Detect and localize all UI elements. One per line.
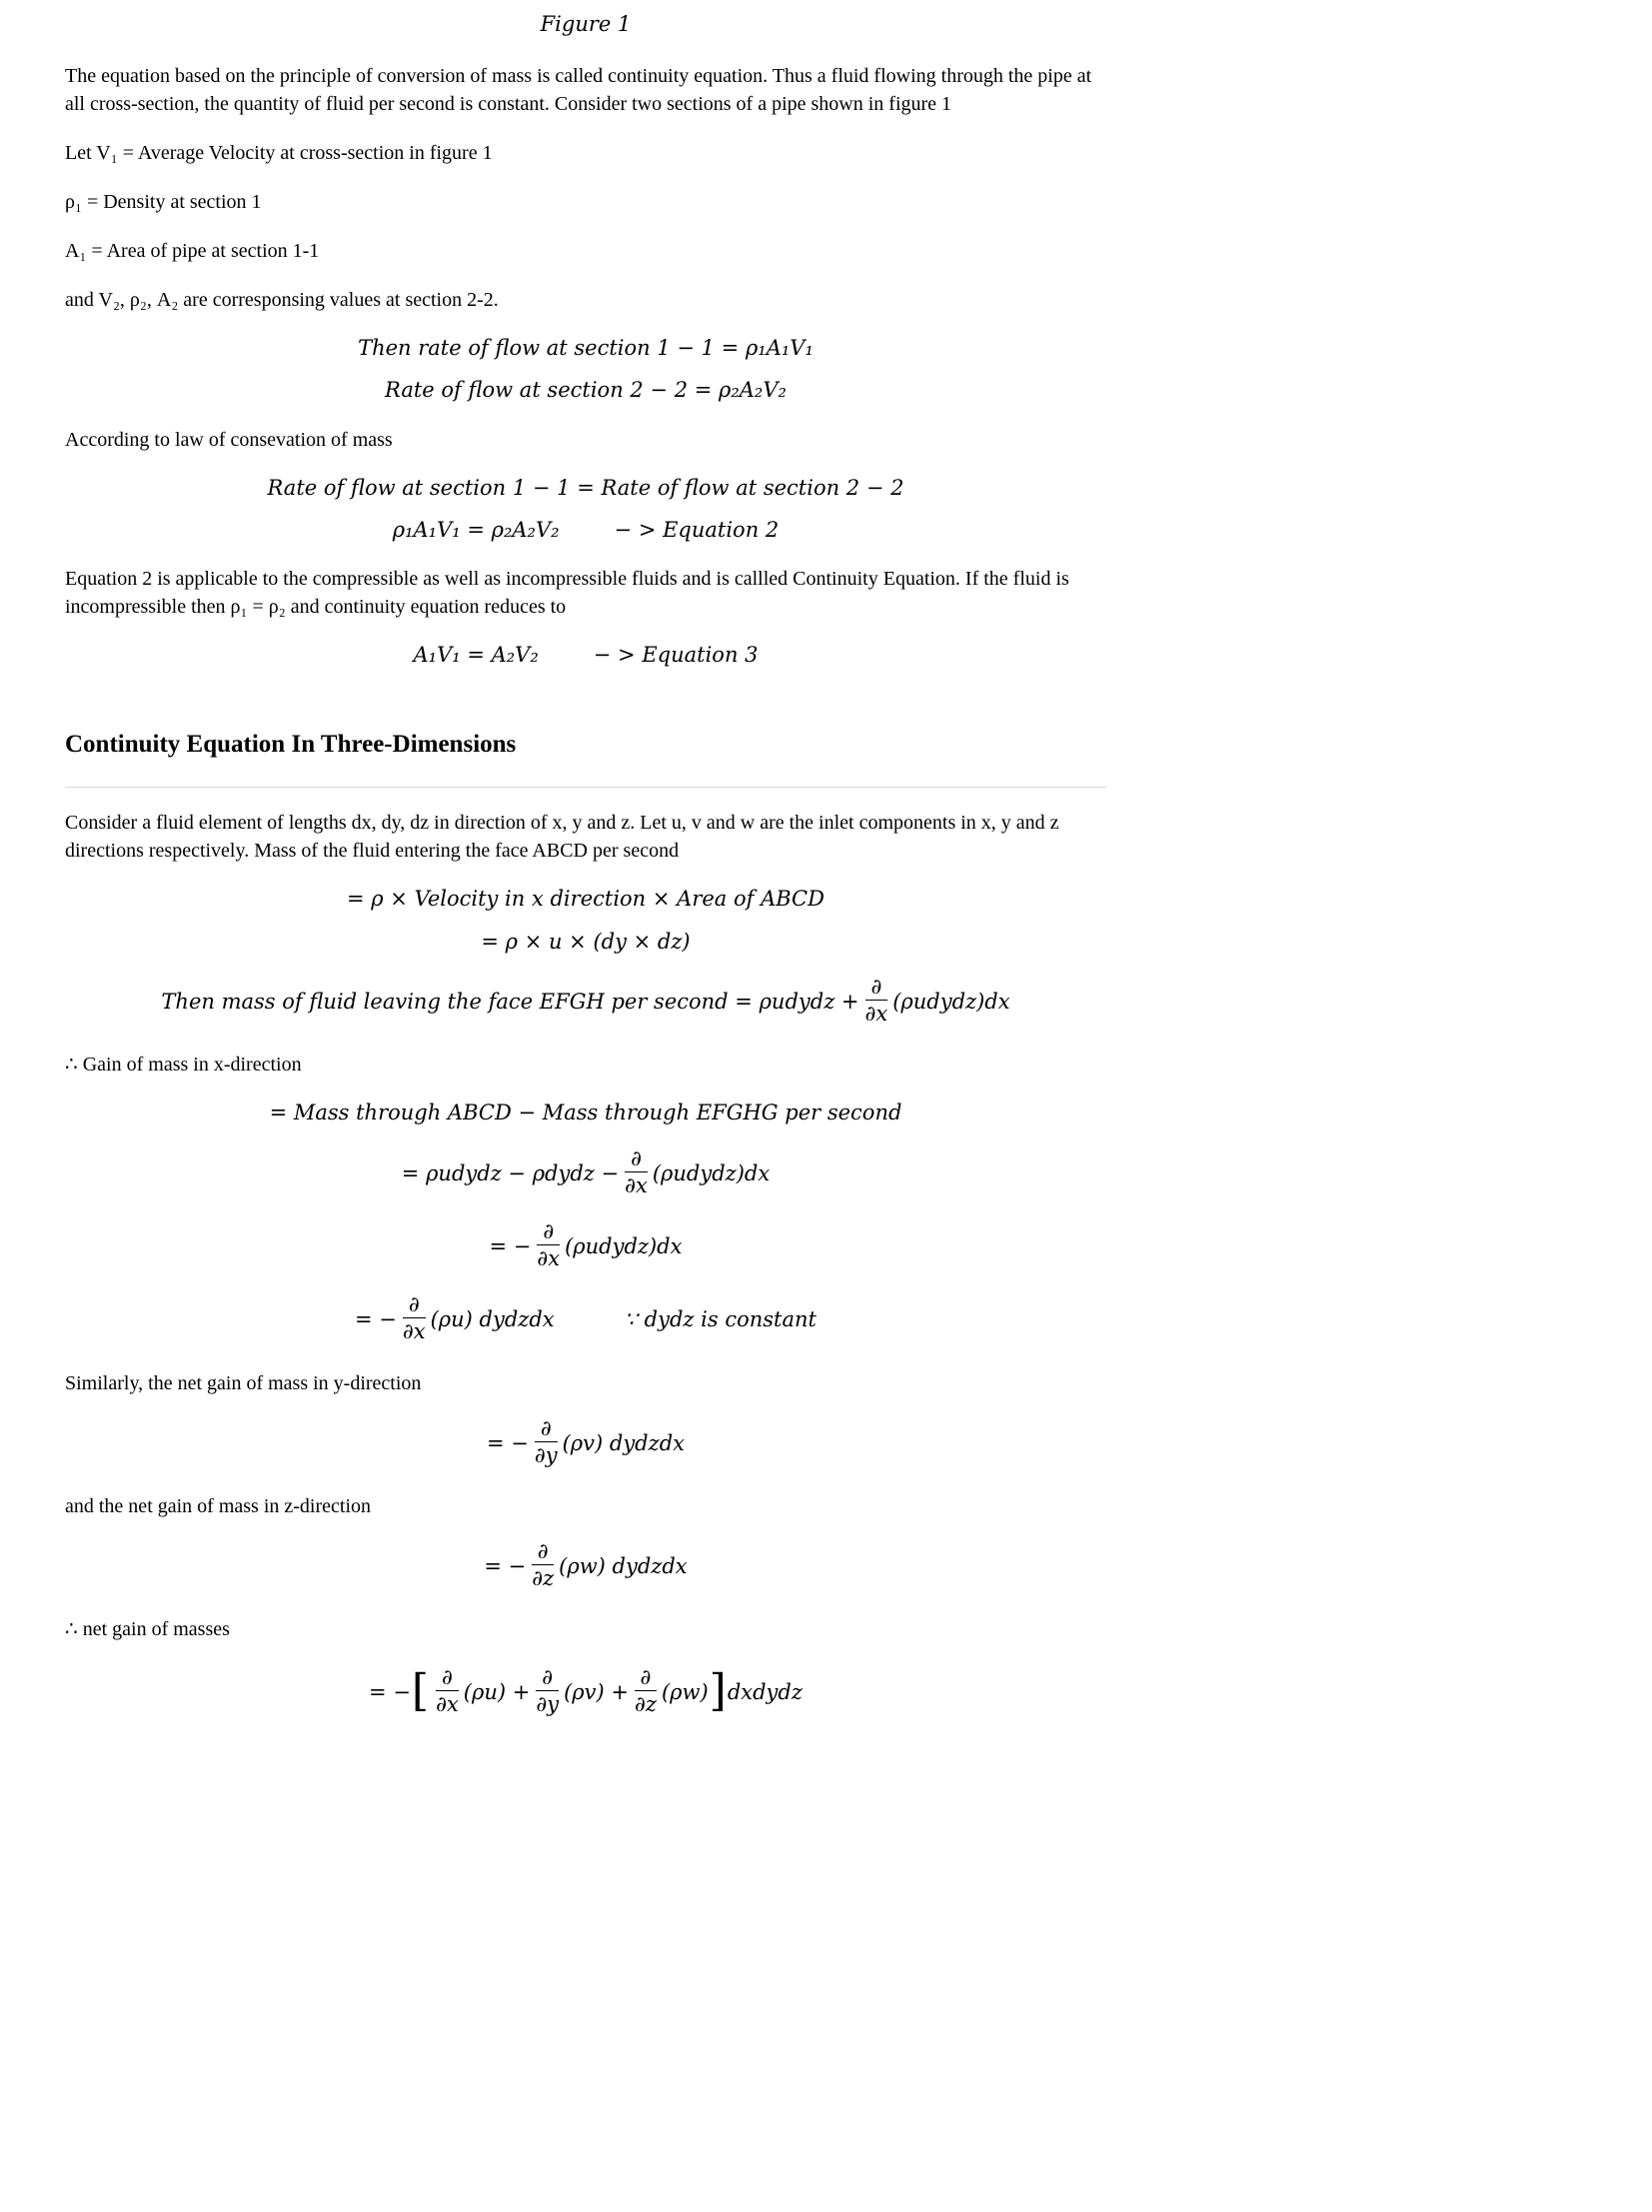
fraction <box>625 1146 648 1197</box>
right-bracket: ] <box>709 1665 727 1717</box>
equation-text: (ρv) <box>564 1680 605 1705</box>
equation-rate-section1: Then rate of flow at section 1 − 1 = ρ₁A₁V₁ <box>358 336 814 360</box>
fraction <box>532 1539 554 1590</box>
fraction-denominator: ∂y <box>534 1442 558 1467</box>
definition-a1: A₁ = Area of pipe at section 1-1 <box>65 240 320 262</box>
equation-text: (ρudydz)dx <box>892 990 1010 1015</box>
fluid-element-paragraph: Consider a fluid element of lengths dx, dy, dz in direction of x, y and z. Let u, v and w are the inlet components in x, y and z directions respectively. Mass of the fluid entering the face ABCD per second <box>65 812 1059 863</box>
fraction <box>535 1416 558 1467</box>
definition-rho1: ρ₁ = Density at section 1 <box>65 191 262 213</box>
fraction-denominator: ∂x <box>436 1692 459 1717</box>
document-page <box>65 0 1106 1804</box>
section-divider <box>65 787 1106 788</box>
fraction-denominator: ∂x <box>402 1319 426 1344</box>
intro-paragraph: The equation based on the principle of conversion of mass is called continuity equation. Thus a fluid flowing through the pipe at all cross-section, the quantity of fluid per second is constant. Consider two sections of a pipe shown in figure 1 <box>65 65 1092 115</box>
plus-sign: + <box>611 1680 629 1705</box>
equation-2-main: ρ₁A₁V₁ = ρ₂A₂V₂ <box>392 517 560 542</box>
fraction-denominator: ∂z <box>532 1565 555 1590</box>
fraction <box>536 1665 559 1716</box>
equation-text: (ρu) <box>463 1680 507 1705</box>
fraction-denominator: ∂x <box>864 1002 888 1027</box>
fraction-numerator: ∂ <box>403 1292 426 1318</box>
fraction-numerator: ∂ <box>536 1665 559 1691</box>
equation-3-main: A₁V₁ = A₂V₂ <box>413 643 539 668</box>
definition-v1: Let V₁ = Average Velocity at cross-section in figure 1 <box>65 142 493 164</box>
equation-text: = − <box>369 1680 411 1705</box>
equation-net-gain-total <box>65 1665 1106 1722</box>
conservation-law-text: According to law of consevation of mass <box>65 428 393 451</box>
fraction-denominator: ∂x <box>537 1246 561 1271</box>
equation-text: = − <box>355 1307 397 1332</box>
equation-text: dxdydz <box>727 1680 803 1705</box>
fraction <box>436 1665 459 1716</box>
fraction-numerator: ∂ <box>436 1665 459 1691</box>
fraction-numerator: ∂ <box>625 1146 648 1172</box>
gain-x-direction-text: ∴ Gain of mass in x-direction <box>65 1054 302 1077</box>
equation-conservation: Rate of flow at section 1 − 1 = Rate of flow at section 2 − 2 <box>267 475 904 500</box>
fraction-numerator: ∂ <box>635 1665 657 1691</box>
equation-3 <box>65 642 1106 669</box>
gain-z-direction-text: and the net gain of mass in z-direction <box>65 1494 372 1517</box>
fraction <box>403 1292 426 1343</box>
fraction-denominator: ∂x <box>625 1172 648 1197</box>
equation-text: (ρw) <box>661 1680 709 1705</box>
equation-text: (ρv) dydzdx <box>562 1430 685 1455</box>
plus-sign: + <box>512 1680 531 1705</box>
fraction <box>635 1665 657 1716</box>
equation-text: = − <box>484 1553 527 1578</box>
equation-2-tag: − > Equation 2 <box>614 517 780 542</box>
equation-text: Then mass of fluid leaving the face EFGH per second = ρudydz + <box>161 990 859 1015</box>
definition-section2: and V₂, ρ₂, A₂ are corresponsing values at section 2-2. <box>65 289 499 311</box>
equation-efgh <box>65 975 1106 1029</box>
equation-gain-x-1 <box>65 1145 1106 1200</box>
gain-y-direction-text: Similarly, the net gain of mass in y-direction <box>65 1371 422 1394</box>
equation-text: (ρudydz)dx <box>652 1160 771 1185</box>
equation-text: (ρudydz)dx <box>565 1234 683 1259</box>
equation-note: ∵ dydz is constant <box>624 1307 817 1332</box>
fraction <box>537 1219 560 1270</box>
fraction-numerator: ∂ <box>535 1416 558 1442</box>
equation-text: (ρw) dydzdx <box>559 1553 688 1578</box>
equation-text: = − <box>487 1430 529 1455</box>
section-heading: Continuity Equation In Three-Dimensions <box>65 731 517 759</box>
figure-caption: Figure 1 <box>540 12 632 36</box>
equation-3-tag: − > Equation 3 <box>593 643 759 668</box>
equation-text: = ρudydz − ρdydz − <box>401 1160 620 1185</box>
equation-text: (ρu) dydzdx <box>430 1307 555 1332</box>
equation-2 <box>65 517 1106 544</box>
net-gain-text: ∴ net gain of masses <box>65 1618 230 1641</box>
equation-mass-through: = Mass through ABCD − Mass through EFGHG per second <box>269 1101 902 1125</box>
equation-gain-x-3 <box>65 1292 1106 1346</box>
fraction-denominator: ∂z <box>635 1692 657 1717</box>
fraction-numerator: ∂ <box>865 975 888 1001</box>
equation-text: = − <box>489 1234 532 1259</box>
equation2-explanation: Equation 2 is applicable to the compressible as well as incompressible fluids and is callled Continuity Equation. If the fluid is incompressible then ρ₁ = ρ₂ and continuity equation reduces to <box>65 568 1069 619</box>
fraction <box>865 975 888 1026</box>
equation-gain-z <box>65 1538 1106 1593</box>
equation-gain-y <box>65 1415 1106 1470</box>
equation-gain-x-2 <box>65 1218 1106 1273</box>
fraction-denominator: ∂y <box>536 1692 560 1717</box>
equation-rho-u: = ρ × u × (dy × dz) <box>481 929 691 954</box>
equation-rate-section2: Rate of flow at section 2 − 2 = ρ₂A₂V₂ <box>385 378 787 403</box>
fraction-numerator: ∂ <box>532 1539 554 1565</box>
left-bracket: [ <box>411 1665 430 1717</box>
fraction-numerator: ∂ <box>537 1219 560 1245</box>
equation-rho-velocity: = ρ × Velocity in x direction × Area of ABCD <box>347 887 825 912</box>
